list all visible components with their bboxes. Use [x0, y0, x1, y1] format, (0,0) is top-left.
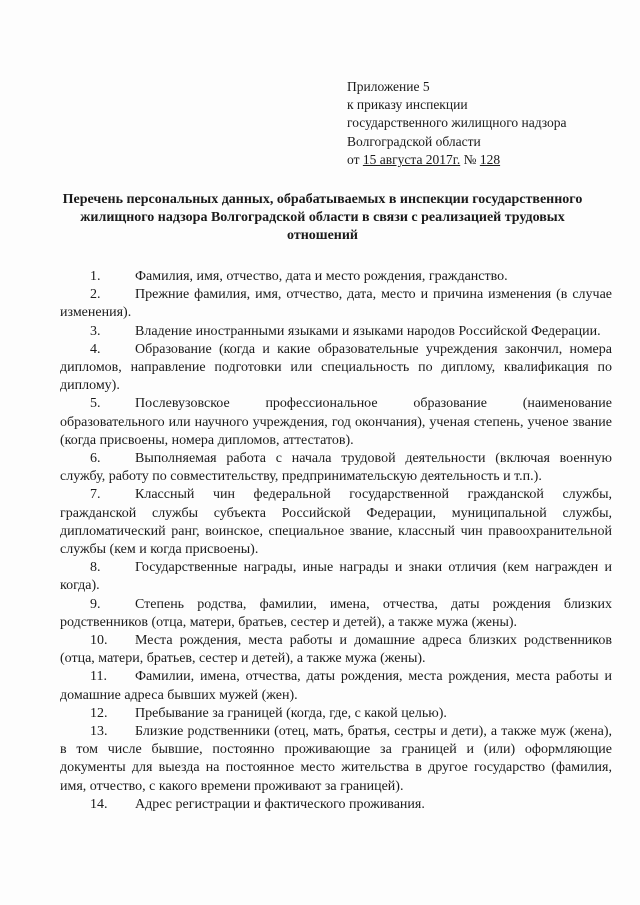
- list-item: [60, 632, 612, 668]
- list-item-number: 6.: [90, 451, 101, 467]
- list-item-text: Государственные награды, иные награды и знаки отличия (кем награжден и когда).: [60, 560, 612, 594]
- list-item: [60, 796, 612, 814]
- list-item: [60, 450, 612, 486]
- list-item: [60, 668, 612, 704]
- list-item: [60, 486, 612, 559]
- list-item: [60, 395, 612, 450]
- list-item: [60, 286, 612, 322]
- list-item-number: 8.: [90, 560, 101, 576]
- appendix-line: Волгоградской области: [347, 133, 481, 149]
- list-item-number: 12.: [90, 705, 108, 721]
- list-item-text: Места рождения, места работы и домашние адреса близких родственников (отца, матери, братьев, сестер и детей), а также мужа (жены).: [60, 633, 612, 667]
- list-item: [60, 268, 612, 286]
- list-item: [60, 559, 612, 595]
- list-item: [60, 596, 612, 632]
- list-item-number: 11.: [90, 669, 107, 685]
- list-item-text: Послевузовское профессиональное образование (наименование образовательного или научного учреждения, год окончания), ученая степень, ученое звание (когда присвоены, номера дипломов, аттестатов).: [60, 396, 612, 448]
- appendix-date-line: [347, 151, 637, 169]
- appendix-line: государственного жилищного надзора: [347, 115, 567, 131]
- list-item-number: 14.: [90, 796, 108, 812]
- list-item-text: Выполняемая работа с начала трудовой деятельности (включая военную службу, работу по совместительству, предпринимательскую деятельность и т.п.).: [60, 451, 612, 485]
- list-item-text: Близкие родственники (отец, мать, братья, сестры и дети), а также муж (жена), в том числе бывшие, постоянно проживающие за границей и (или) оформляющие документы для выезда на постоянное место жительства в другое государство (фамилия, имя, отчество, с какого времени проживают за границей).: [60, 724, 612, 794]
- list-item-number: 13.: [90, 724, 108, 740]
- list-item: [60, 323, 612, 341]
- list-item-number: 5.: [90, 396, 101, 412]
- list-item: [60, 341, 612, 396]
- list-item-text: Фамилия, имя, отчество, дата и место рождения, гражданство.: [135, 269, 508, 284]
- list-item-text: Степень родства, фамилии, имена, отчества, даты рождения близких родственников (отца, матери, братьев, сестер и детей), а также мужа (жены).: [60, 596, 612, 630]
- list-item-text: Прежние фамилия, имя, отчество, дата, место и причина изменения (в случае изменения).: [60, 287, 612, 321]
- list-item-text: Классный чин федеральной государственной гражданской службы, гражданской службы субъекта Российской Федерации, муниципальной службы, дипломатический ранг, воинское, специальное звание, классный чин правоохранительной службы (кем и когда присвоены).: [60, 487, 612, 558]
- appendix-line: к приказу инспекции: [347, 97, 468, 113]
- list-item-text: Владение иностранными языками и языками народов Российской Федерации.: [135, 323, 601, 339]
- list-item-number: 3.: [90, 323, 101, 339]
- list-item-number: 1.: [90, 269, 101, 284]
- list-item-number: 9.: [90, 596, 101, 612]
- list-item-number: 2.: [90, 287, 101, 303]
- list-item: [60, 723, 612, 796]
- list-item: [60, 705, 612, 723]
- list-item-number: 10.: [90, 633, 108, 649]
- personal-data-list: [60, 268, 612, 814]
- list-item-number: 4.: [90, 341, 101, 357]
- appendix-line: Приложение 5: [347, 79, 430, 94]
- order-number: 128: [479, 151, 501, 167]
- number-prefix: №: [460, 151, 480, 167]
- list-item-text: Фамилии, имена, отчества, даты рождения, места рождения, места работы и домашние адреса бывших мужей (жен).: [60, 669, 612, 703]
- list-item-number: 7.: [90, 487, 101, 503]
- order-date: 15 августа 2017г.: [362, 151, 461, 167]
- list-item-text: Адрес регистрации и фактического проживания.: [135, 796, 425, 812]
- date-prefix: от: [347, 151, 363, 167]
- list-item-text: Пребывание за границей (когда, где, с какой целью).: [135, 705, 447, 721]
- appendix-header: [347, 78, 637, 169]
- list-item-text: Образование (когда и какие образовательные учреждения закончил, номера дипломов, направление подготовки или специальность по диплому, квалификация по диплому).: [60, 341, 612, 394]
- document-title: Перечень персональных данных, обрабатываемых в инспекции государственного жилищного надзора Волгоградской области в связи с реализацией трудовых отношений: [62, 192, 583, 243]
